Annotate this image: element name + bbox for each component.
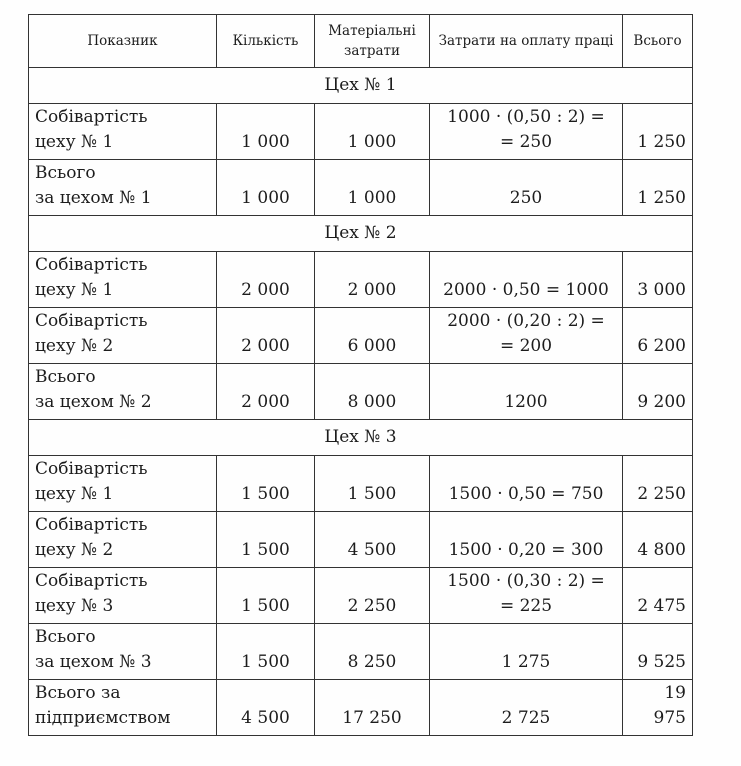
row-label: Всього за цехом № 3 xyxy=(29,624,217,680)
material-cell: 8 000 xyxy=(315,364,430,420)
labor-cell: 250 xyxy=(430,160,623,216)
material-cell: 2 250 xyxy=(315,568,430,624)
material-cell: 1 000 xyxy=(315,160,430,216)
section-row xyxy=(29,216,693,252)
labor-cell: 2000 · 0,50 = 1000 xyxy=(430,252,623,308)
quantity-cell: 4 500 xyxy=(217,680,315,736)
labor-cell: 1000 · (0,50 : 2) = = 250 xyxy=(430,104,623,160)
total-cell: 2 250 xyxy=(623,456,693,512)
grand-total-row xyxy=(29,680,693,736)
total-cell: 2 475 xyxy=(623,568,693,624)
quantity-cell: 1 000 xyxy=(217,160,315,216)
table-row xyxy=(29,456,693,512)
row-label: Собівартість цеху № 1 xyxy=(29,104,217,160)
total-cell: 1 250 xyxy=(623,160,693,216)
material-cell: 8 250 xyxy=(315,624,430,680)
quantity-cell: 1 500 xyxy=(217,456,315,512)
labor-cell: 1 275 xyxy=(430,624,623,680)
header-material-costs: Матеріальні затрати xyxy=(315,15,430,68)
row-label: Всього за підприємством xyxy=(29,680,217,736)
total-cell: 19 975 xyxy=(623,680,693,736)
material-cell: 6 000 xyxy=(315,308,430,364)
row-label: Всього за цехом № 2 xyxy=(29,364,217,420)
labor-cell: 1500 · (0,30 : 2) = = 225 xyxy=(430,568,623,624)
quantity-cell: 2 000 xyxy=(217,308,315,364)
quantity-cell: 1 000 xyxy=(217,104,315,160)
table-row xyxy=(29,624,693,680)
row-label: Собівартість цеху № 1 xyxy=(29,252,217,308)
total-cell: 1 250 xyxy=(623,104,693,160)
table-row xyxy=(29,308,693,364)
quantity-cell: 1 500 xyxy=(217,568,315,624)
material-cell: 4 500 xyxy=(315,512,430,568)
material-cell: 1 000 xyxy=(315,104,430,160)
labor-cell: 1500 · 0,50 = 750 xyxy=(430,456,623,512)
header-indicator: Показник xyxy=(29,15,217,68)
table-row xyxy=(29,252,693,308)
row-label: Собівартість цеху № 1 xyxy=(29,456,217,512)
labor-cell: 2000 · (0,20 : 2) = = 200 xyxy=(430,308,623,364)
table-row xyxy=(29,512,693,568)
header-row xyxy=(29,15,693,68)
labor-cell: 1200 xyxy=(430,364,623,420)
material-cell: 17 250 xyxy=(315,680,430,736)
section-row xyxy=(29,68,693,104)
quantity-cell: 1 500 xyxy=(217,512,315,568)
row-label: Всього за цехом № 1 xyxy=(29,160,217,216)
table-row xyxy=(29,160,693,216)
total-cell: 6 200 xyxy=(623,308,693,364)
section-row xyxy=(29,420,693,456)
section-title: Цех № 2 xyxy=(29,216,693,252)
quantity-cell: 2 000 xyxy=(217,364,315,420)
total-cell: 3 000 xyxy=(623,252,693,308)
total-cell: 9 525 xyxy=(623,624,693,680)
header-quantity: Кількість xyxy=(217,15,315,68)
header-labor-costs: Затрати на оплату праці xyxy=(430,15,623,68)
cost-table xyxy=(28,14,693,736)
total-cell: 4 800 xyxy=(623,512,693,568)
labor-cell: 1500 · 0,20 = 300 xyxy=(430,512,623,568)
row-label: Собівартість цеху № 2 xyxy=(29,308,217,364)
table-row xyxy=(29,568,693,624)
row-label: Собівартість цеху № 2 xyxy=(29,512,217,568)
section-title: Цех № 1 xyxy=(29,68,693,104)
section-title: Цех № 3 xyxy=(29,420,693,456)
material-cell: 2 000 xyxy=(315,252,430,308)
header-total: Всього xyxy=(623,15,693,68)
total-cell: 9 200 xyxy=(623,364,693,420)
material-cell: 1 500 xyxy=(315,456,430,512)
table-row xyxy=(29,364,693,420)
table-row xyxy=(29,104,693,160)
quantity-cell: 1 500 xyxy=(217,624,315,680)
row-label: Собівартість цеху № 3 xyxy=(29,568,217,624)
labor-cell: 2 725 xyxy=(430,680,623,736)
quantity-cell: 2 000 xyxy=(217,252,315,308)
